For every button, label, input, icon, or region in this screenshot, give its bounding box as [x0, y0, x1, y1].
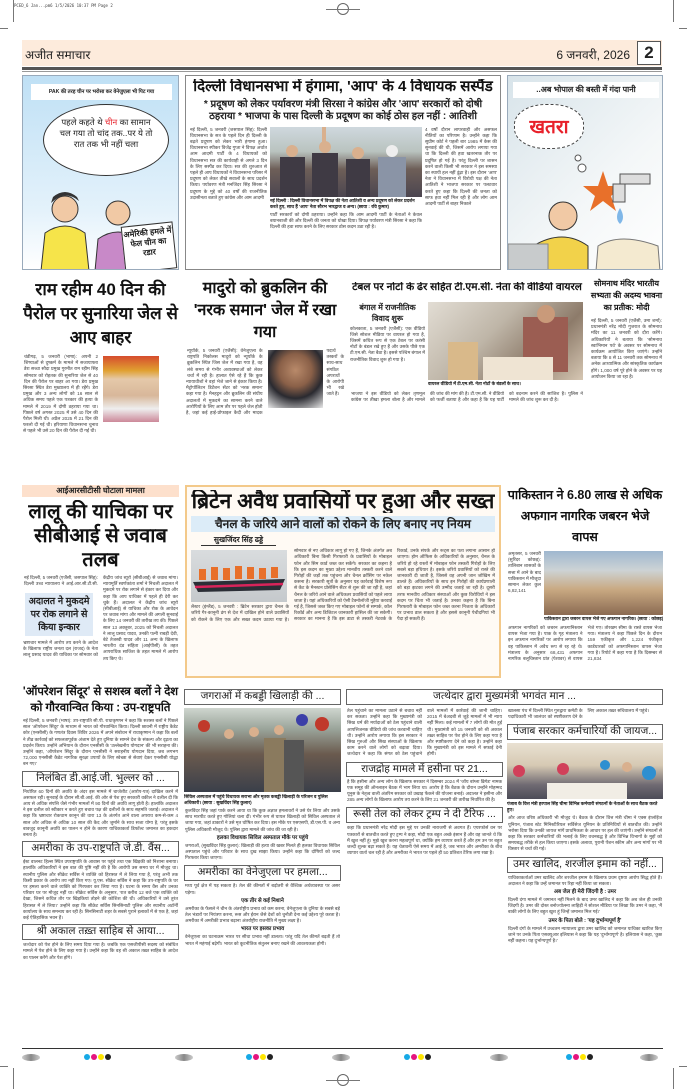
- maduro-body: न्यूयॉर्क, 5 जनवरी (एजैंसी): वेनेजुएला के राष्ट्रपति निकोलस मादुरो को न्यूयॉर्क के ब्रुकलिन स्थित जिस जेल में रखा गया है, वह लंबे समय से गंभीर अव्यवस्थाओं को लेकर चर्चा में रही है। हालात ऐसे रहे हैं कि कुछ न्यायाधीशों ने वहां भेजे जाने से इंकार किया है। मैट्रोपॉलिटन डिटेंशन सेंटर को 'नरक समान' कहा गया है। मैनहट्टन और ब्रुकलिन की संघीय अदालतों में मुकदमे का सामना करने वाले आरोपियों के लिए आम तौर पर पहले जेल होती है, जहां कई हाई-प्रोफाइल कैदी और मादक पदार्थ तस्करों के साथ-साथ संगठित अपराधों के आरोपी भी रखे जाते हैं।: [186, 348, 344, 416]
- tmc-video-photo: [428, 302, 583, 380]
- lalu-highlight-box: अदालत ने मुकदमे पर रोक लगाने से किया इन्कार: [23, 591, 95, 638]
- header-rule: [22, 71, 662, 72]
- venezuela-subhead: भारत पर इसका प्रभाव: [240, 926, 285, 933]
- migrant-boat-photo: [191, 550, 287, 602]
- lalu-story: [22, 485, 179, 677]
- crop-mark: [673, 0, 674, 22]
- trump-tariff-headline: रूसी तेल को लेकर ट्रम्प ने दी टैरिफ ...: [346, 807, 503, 823]
- tmc-video-story: [350, 276, 584, 480]
- gray-bar-mark: [175, 1054, 193, 1061]
- color-registration-strip: [0, 1052, 687, 1064]
- bubble-text: का सामान चल गया तो चांद तक..पर ये तो रात तक भी नहीं चला: [59, 117, 153, 149]
- afghan-refugees-photo: [544, 551, 663, 615]
- lead-body: 4 वर्षों दौरान लापरवाही और असफल नीतियों का परिणाम है। उन्होंने कहा कि सुप्रीम कोर्ट ने पहली बार 1985 में केस की सुनवाई की थी, जिसमें आरोप लगाया गया था कि दिल्ली की हवा खतरनाक तौर पर प्रदूषित हो गई है। परंतु दिल्ली पर शासन करने वाली किसी भी सरकार ने इस समस्या का स्थायी हल नहीं ढूंढ़ा है। इस दौरान 'आप' नेता ने विधानसभा में विरोधी पक्ष की नेता आतिशी ने भाजपा सरकार पर पलटवार करते हुए कहा कि दिल्ली की जनता को साफ हवा नहीं मिल रही है और लोग आम आदमी पार्टी से बाहर निकाले: [425, 126, 497, 206]
- jathedar-body: खालसा पंथ में दिल्ली स्थित गुरुद्वारा कमेटी के पदाधिकारी भी जालंधर को स्पष्टीकरण देने के लिए अकाल तख़्त सचिवालय में पहुंचे।: [508, 708, 650, 720]
- maduro-story: [185, 276, 345, 480]
- crop-mark: [13, 1068, 14, 1089]
- pakistan-story: [507, 485, 663, 677]
- ram-rahim-body: चंडीगढ़, 5 जनवरी (भाषा): अपनी 2 शिष्याओं से दुष्कर्म के मामले में सजायाफ्ता डेरा सच्चा सौदा प्रमुख गुरमीत राम रहीम सिंह सोमवार को रोहतक की सुनारिया जेल से 40 दिन की पैरोल पर बाहर आ गया। डेरा प्रमुख सिरसा स्थित डेरा मुख्यालय में ही रहेंगे। डेरा प्रमुख और 3 अन्य लोगों को 16 साल से अधिक समय पहले एक पत्रकार की हत्या के मामले में 2019 में दोषी ठहराया गया था। पिछले वर्ष अगस्त 2025 में उसे 40 दिन की पैरोल मिली थी। अप्रैल 2025 में 21 दिन की फरलो दी गई थी। हरियाणा विधानसभा चुनाव से पहले भी उसे 20 दिन की पैरोल दी गई थी।: [23, 354, 98, 434]
- pakistan-headline: पाकिस्तान ने 6.80 लाख से अधिक अफगान नागरिक जबरन भेजे वापस: [507, 488, 663, 544]
- britain-body-area: [191, 548, 495, 673]
- crop-mark: [679, 28, 687, 29]
- page-header: [22, 40, 662, 66]
- venezuela-body: अमरीका के फैसले ने चीन के अंतर्राष्ट्रीय प्रभाव को कम करना, वेनेजुएला के दुनिया के सबसे बड़े तेल भंडारों पर नियंत्रण करना, रूस और ईरान जैसे देशों को चुनौती देना कई उद्देश्य पूरे करता है। अमरीका में अमरीकी प्रभाव बढ़ाना अंतर्राष्ट्रीय राजनीति में मुख्य लक्ष्य है।: [185, 905, 340, 924]
- britain-body: लैस्टर (इंग्लैंड), 5 जनवरी : ब्रिटेन सरकार द्वारा चैनल के जरिये गैर-कानूनी ढंग से देश में दाखिल होने वाले प्रवासियों को रोकने के लिए एक और सख्त कदम उठाया गया है। सोमवार से नए अधिकार लागू हो गए हैं, जिनके अंतर्गत अब अधिकारी बिना किसी गिरफ्तारी के प्रवासियों के मोबाइल फोन और सिम कार्ड जब्त कर सकेंगे। सरकार का कहना है कि इस कदम का मुख्य उद्देश्य मानवीय तस्करी करने वाले गिरोहों की जड़ों तक पहुंचना और चैनल क्रॉसिंग पर नकेल कसना है। सरकारी सूत्रों के अनुसार यह कार्रवाई विशेष रूप से केंट के मैनस्टन प्रोसेसिंग सैंटर से शुरू की जा रही है, जहां चैनल के जरिये आने वाले अधिकतर प्रवासियों को पहले लाया जाता है। यहां अधिकारियों को ऐसी टैक्नोलॉजी मुहैया करवाई गई है, जिससे जब्त किए गए मोबाइल फोनों से सम्पर्क, कॉल रिकॉर्ड और अन्य डिजिटल जानकारी हासिल की जा सकेगी। सरकार का मानना है कि इस डाटा से तस्करी नेटवर्क के रिकार्ड, उनके संपर्क और रूट्स का पता लगाना आसान हो जाएगा। होम ऑफिस के अधिकारियों के अनुसार, चैनल के जरिये हो रहे रास्तों में मोबाइल फोन तस्करी गिरोहों के लिए सबसे बड़ा हथियार है। इसके जरिये प्रवासियों को रास्ते की जानकारी दी जाती है, जिससे वह अपनी जान जोखिम में डालते हैं। अधिकारियों के साथ इन गिरोहों की कार्यप्रणाली को बड़ा झटका लगने की उम्मीद जताई जा रही है। दूसरी तरफ मानवीय अधिकार संस्थाओं और कुछ विरोधियों ने इस कदम पर चिंता भी जताई है। उनका कहना है कि बिना गिरफ्तारी के मोबाइल फोन जब्त करना निजता के अधिकारों पर प्रभाव डाल सकता है और इससे कानूनी पेचीदगियां भी पैदा हो सकती हैं।: [191, 548, 495, 622]
- pakistan-photo-caption: पाकिस्तान द्वारा जबरन वापस भेजे गए अफगान नागरिक। (छाया : कोछड़): [544, 616, 663, 621]
- gray-bar-mark: [640, 1054, 658, 1061]
- venezuela-headline: अमरीका का वेनेजुएला पर हमला...: [184, 865, 341, 881]
- jathedar-headline: जत्थेदार द्वारा मुख्यमंत्री भगवंत मान ...: [346, 689, 663, 705]
- gray-bar-mark: [332, 1054, 350, 1061]
- umar-khalid-body: दिल्ली दंगा मामले में जमानत नहीं मिलने के बाद उमर खालिद ने कहा कि अब जेल ही उनकी जिंदगी है। उमर की दोस्त बनोज्योत्स्ना लाहिड़ी ने सोशल मीडिया पर लिखा कि उमर ने कहा, 'मैं बाकी लोगों के लिए बहुत खुश हूं जिन्हें जमानत मिल गई।': [508, 897, 662, 915]
- protest-photo: [270, 127, 422, 197]
- issue-date: 6 जनवरी, 2026: [556, 48, 630, 62]
- jathedar-body: तेल पहुंचाने का मामला उठाने से बचाव नहीं कर सकता। उन्होंने कहा कि मुख्यमंत्री को सिख धर्म की मर्यादाओं को ठेस पहुंचाने वाली आपत्तिजनक वीडियो की जांच करवानी चाहिए थी। उन्होंने आरोप लगाया कि इस सरकार ने सिख गुरुओं और सिख संस्थाओं के खिलाफ काम करने वाले लोगों को बढ़ावा दिया। जत्थेदार ने कहा कि संगत को ठेस पहुंचाने वाले मामलों में कार्रवाई की जानी चाहिए। 2015 में बेअदबी से जुड़े मामलों में भी न्याय नहीं मिला। कई मामलों में 7 लोगों की मौत हुई थी। मुख्यमंत्री को 15 जनवरी को श्री अकाल तख़्त साहिब पर पेश होने के लिए कहा गया है और स्पष्टीकरण देने को कहा है। उन्होंने कहा कि मुख्यमंत्री को इस मामले में सफाई देनी होगी।: [347, 708, 502, 757]
- footer-rule: [22, 1048, 663, 1049]
- cartoon-sign: अमेरिकी हमले में फेल चीन का रडार: [121, 221, 178, 270]
- bubble-text: पहले कहते थे: [61, 117, 103, 127]
- cartoon-caption: PAK की तरह चीन पर भरोसा कर वेनेजुएला भी पिट गया: [31, 84, 172, 100]
- umar-khalid-body: याचिकाकर्ताओं उमर खालिद और शरजील इमाम के खिलाफ प्रथम दृष्टया आरोप सिद्ध होते हैं। अदालत ने कहा कि उन्हें जमानत पर रिहा नहीं किया जा सकता।: [508, 874, 662, 886]
- punjab-body: और आज वरिष्ठ अधिकारी भी मौजूद थे। बैठक के दौरान वित्त मंत्री चीमा ने एक्स इंप्लॉईज यूनियन, पंजाब स्टेट मिनिस्टीरियल सर्विसेज यूनियन के प्रतिनिधियों से बातचीत की। उन्होंने भरोसा दिया कि उनकी जायज मांगें प्राथमिकता के आधार पर हल की जाएंगी। उन्होंने संगठनों से कहा कि सरकार कर्मचारियों की भलाई के लिए वचनबद्ध है और विभिन्न विभागों के मुद्दों को समयबद्ध तरीके से हल किया जाएगा। इसके अलावा, पुरानी पेंशन स्कीम और अन्य मांगों पर भी विस्तार से चर्चा की गई।: [508, 815, 662, 852]
- gray-bar-mark: [22, 1054, 40, 1061]
- hasina-headline: राजद्रोह मामले में हसीना पर 21...: [346, 762, 503, 777]
- punjab-photo-caption: पंजाब के वित्त मंत्री हरपाल सिंह चीमा विभिन्न कर्मचारी संगठनों के नेताओं के साथ बैठक करते हुए।: [507, 801, 658, 813]
- maduro-body-area: [185, 348, 345, 480]
- crop-mark: [0, 28, 8, 29]
- lead-story: [185, 75, 501, 270]
- lalu-headline: लालू की याचिका पर सीबीआई से जवाब तलब: [28, 501, 173, 571]
- bottom-middle-column: [184, 684, 341, 1046]
- vance-body: ईस्ट वालनट हिल्स स्थित उपराष्ट्रपति के आवास पर पहुंचे तथा एक खिड़की को निशाना बनाया। हालांकि अधिकारियों ने इस बात की पुष्टि नहीं की है कि आरोपी उस समय घर में मौजूद था। स्थानीय पुलिस और सीक्रेट सर्विस ने व्यक्ति को हिरासत में ले लिया गया है, परंतु अभी तक किसी प्रकार के आरोप तय नहीं किए गए। यू.एस. सीक्रेट सर्विस ने कहा कि उप-राष्ट्रपति के घर पर हमला करने वाले व्यक्ति को गिरफ्तार कर लिया गया है। घटना के समय वैंस और उनका परिवार घर पर मौजूद नहीं था। सीक्रेट सर्विस के अनुसार, 'रात करीब 12 बजे एक व्यक्ति को देखा, जिसने कथित तौर पर खिड़कियां तोड़ने की कोशिश की थी। अधिकारियों ने उसे तुरंत हिरासत में ले लिया।' उन्होंने कहा कि सीक्रेट सर्विस सिनसिनाटी पुलिस और स्थानीय अटॉर्नी कार्यालय के साथ समन्वय कर रही है। सिनसिनाटी शहर के सबसे पुराने इलाकों में से एक है, जहां कई ऐतिहासिक भवन हैं।: [23, 859, 178, 921]
- tmc-subhead: बंगाल में राजनीतिक विवाद शुरू: [359, 302, 416, 323]
- vance-headline: अमरीका के उप-राष्ट्रपति जे.डी. वैंस...: [22, 841, 179, 857]
- punjab-employees-headline: पंजाब सरकार कर्मचारियों की जायज...: [507, 724, 663, 740]
- punjab-meeting-photo: [507, 743, 663, 799]
- bhullar-headline: निलंबित डी.आई.जी. भुल्लर को ...: [22, 771, 179, 787]
- somnath-story: [590, 276, 663, 480]
- britain-byline: सुखजिंदर सिंह ढड्डे: [201, 535, 276, 546]
- somnath-headline: सोमनाथ मंदिर भारतीय सभ्यता की अदम्य भावना का प्रतीक: मोदी: [590, 279, 663, 312]
- venezuela-body: मध्य पूर्व क्षेत्र में पड़ सकता है। तेल की कीमतों में बढ़ोतरी से वैश्विक अर्थव्यवस्था पर असर पड़ेगा।: [185, 883, 340, 895]
- crop-mark: [13, 0, 14, 22]
- venezuela-body: वेनेजुएला का घटनाक्रम भारत पर सीधा प्रभाव नहीं डालता। परंतु यदि तेल कीमतें बढ़ती हैं तो भारत में महंगाई बढ़ेगी। भारत को कूटनीतिक संतुलन बनाए रखने की आवश्यकता होगी।: [185, 934, 340, 946]
- cartoon-caption: ..अब भोपाल की बस्ती में गंदा पानी: [513, 82, 659, 98]
- header-rule: [22, 67, 662, 70]
- maduro-photo: [268, 350, 323, 408]
- tmc-headline: टेबल पर नोटों के ढेर सहित टी.एम.सी. नेता की वीडियो वायरल: [352, 282, 582, 293]
- ram-rahim-story: [22, 276, 179, 480]
- newspaper-name: अजीत समाचार: [25, 48, 91, 62]
- jagraon-photo-caption: सिविल अस्पताल में पहुंचे विधायक सराभा और मृतक कबड्डी खिलाड़ी के परिजन व पुलिस अधिकारी। (छाया : सुखविंदर सिंह कुलार): [184, 794, 328, 805]
- lead-photo-caption: नई दिल्ली : दिल्ली विधानसभा में विपक्ष की नेता आतिशी व अन्य प्रदूषण को लेकर प्रदर्शन करते हुए, साथ हैं 'आप' नेता सौरभ भारद्वाज व अन्य। (छाया : रवि कुमार): [270, 197, 415, 209]
- bubble-highlight: चीन: [104, 117, 118, 127]
- jagraon-subhead: हलका विधायक सिविल अस्पताल मौके पर पहुंचे: [216, 834, 309, 841]
- britain-subhead: चैनल के जरिये आने वालों को रोकने के लिए बनाए नए नियम: [191, 516, 495, 532]
- tmc-body: कोलकाता, 5 जनवरी (एजैंसी): एक वीडियो जिसे सोशल मीडिया पर वायरल हो गया है, जिसमें कथित रूप से एक टेबल पर करंसी नोटों के बंडल रखे हुए हैं और उसके पीछे एक टी.एम.सी. नेता बैठा है। इससे पश्चिम बंगाल में राजनीतिक विवाद शुरू हो गया है।: [350, 325, 425, 362]
- ram-rahim-body-area: [22, 354, 179, 480]
- lead-headline: दिल्ली विधानसभा में हंगामा, 'आप' के 4 विधायक सस्पैंड: [193, 79, 493, 95]
- pakistan-body: अमृतसर, 5 जनवरी (सुरिंदर कोछड़): तालिबान शासकों के सत्ता में आने के बाद पाकिस्तान में मौजूदा सामान लेकर कुल 6,82,141: [508, 551, 541, 594]
- tmc-body: भाजपा ने इस वीडियो को लेकर तृणमूल कांग्रेस पर तीखा हमला बोला है और मामले की जांच की मांग की है। टी.एम.सी. ने वीडियो को फर्जी बताया है और कहा है कि यह पार्टी को बदनाम करने की साजिश है। पुलिस ने मामले की जांच शुरू कर दी है।: [351, 390, 583, 402]
- umar-khalid-subhead: उमर के पिता बोले : 'यह दुर्भाग्यपूर्ण है': [548, 917, 622, 924]
- tmc-top-row: [350, 302, 584, 388]
- pakistan-body: अफगान नागरिकों को जबरन अफगानिस्तान वापस भेजा गया है। पाक के गृह मंत्रालय ने इन अफगान नागरिकों पर आरोप लगाया कि वह पाकिस्तान में अवैध रूप से रह रहे थे। मंत्रालय के अनुसार 68,431 अफगान नागरिक बलूचिस्तान प्रांत (पेशावर) से वापस भेजे गए। तोरखम सीमा के रास्ते वापस भेजा गया। मंत्रालय ने कहा पिछले दिन के दौरान 159 एकीकृत और 1,224 पंजीकृत कार्डधारकों को अफगानिस्तान वापस भेजा गया है। रिपोर्ट में कहा गया है कि दिसम्बर से 21,834: [508, 625, 662, 662]
- crop-mark: [326, 1080, 360, 1081]
- maduro-headline: मादुरो को ब्रुकलिन की 'नरक समान' जेल में रखा गया: [193, 280, 337, 341]
- trump-tariff-body: कहा कि प्रधानमंत्री नरेंद्र मोदी इस मुद्दे पर उनकी नाराजगी से अवगत हैं। एयरफोर्स वन पर पत्रकारों से बातचीत करते हुए ट्रम्प ने कहा, मोदी एक बहुत अच्छे इंसान हैं और वह जानते थे कि मैं खुश नहीं हूं। मुझे खुश करना महत्वपूर्ण था, क्योंकि हम व्यापार करते हैं और हम उन पर बहुत जल्दी शुल्क बढ़ा सकते हैं। यह चेतावनी ऐसे समय में आई है, जब भारत और अमरीका के बीच व्यापार वार्ता चल रही है और अमरीका ने भारत पर पहले ही 50 प्रतिशत टैरिफ लगा रखा है।: [347, 825, 502, 856]
- crop-mark: [679, 1066, 687, 1067]
- umar-khalid-headline: उमर खालिद, शरजील इमाम को नहीं...: [507, 857, 663, 873]
- gray-bar-mark: [490, 1054, 508, 1061]
- print-slug: PCED_6 Jan...pm6 1/5/2026 10:37 PM Page 2: [14, 3, 113, 8]
- ram-rahim-headline: राम रहीम 40 दिन की पैरोल पर सुनारिया जेल से आए बाहर: [23, 280, 178, 347]
- crop-mark: [0, 1066, 8, 1067]
- tmc-photo-block: [428, 302, 583, 388]
- akal-takht-body: जत्थेदार को पेश होने के लिए समय दिया गया है। जबकि एक एसजीपीसी सदस्य को संबंधित मामले में पेश होने के लिए कहा गया है। उन्होंने कहा कि वह श्री अकाल तख़्त साहिब के आदेश का पालन करेंगे और पेश होंगे।: [23, 942, 178, 960]
- venezuela-subhead: एक तीर से कई निशाने: [241, 897, 284, 904]
- pakistan-photo-block: [544, 551, 663, 623]
- lead-subhead: * प्रदूषण को लेकर पर्यावरण मंत्री सिरसा ने कांग्रेस और 'आप' सरकारों को दोषी ठहराया * भाजपा के पास दिल्ली के प्रदूषण का कोई ठोस हल नहीं : आतिशी: [203, 98, 483, 122]
- jagraon-headline: जगराओं में कबड्डी खिलाड़ी की ...: [184, 689, 341, 705]
- britain-headline: ब्रिटेन अवैध प्रवासियों पर हुआ और सख्त: [191, 490, 495, 513]
- lead-photo-block: [270, 127, 422, 210]
- umar-khalid-subhead: अब जेल ही मेरी जिंदगी है : उमर: [553, 889, 617, 896]
- bottom-right-left-stack: [346, 708, 503, 1046]
- bottom-right-right-stack: [507, 708, 663, 1046]
- sindoor-body: नई दिल्ली, 5 जनवरी (भाषा): उप-राष्ट्रपति सी.पी. राधाकृष्णन ने कहा कि सशस्त्र बलों ने पिछले साल 'ऑपरेशन सिंदूर' के माध्यम से भारत को गौरवान्वित किया। दिल्ली छावनी में राष्ट्रीय कैडेट कोर (एनसीसी) के गणतंत्र दिवस शिविर 2026 में अपने संबोधन में राधाकृष्णन ने कहा कि बलों ने तीव्र कार्रवाई को सफलतापूर्वक अंजाम देते हुए दुनिया के सामने देश के संकल्प और दृढ़ता का प्रदर्शन किया। उन्होंने अभियान के दौरान एनसीसी के 'उल्लेखनीय योगदान' की भी सराहना की। उन्होंने कहा, 'ऑपरेशन सिंदूर के दौरान एनसीसी ने सराहनीय योगदान दिया, जब लगभग 72,000 एनसीसी कैडेट नागरिक सुरक्षा उपायों के लिए स्वेच्छा से सेवाएं देकर एनसीसी योद्धा बन गए।': [23, 718, 178, 767]
- lead-columns: [190, 127, 496, 267]
- lalu-tag: आईआरसीटीसी घोटाला मामला: [22, 485, 179, 497]
- crop-mark: [673, 1068, 674, 1089]
- lalu-body: नई दिल्ली, 5 जनवरी (एजैंसी, जसपाल सिंह): दिल्ली उच्च न्यायालय ने आई.आर.सी.टी.सी. भ्रष्टाचार मामले में आरोप तय करने के आदेश के खिलाफ राष्ट्रीय जनता दल (राजद) के नेता लालू प्रसाद यादव की याचिका पर सोमवार को केंद्रीय जांच ब्यूरो (सीबीआई) से जवाब मांगा। न्यायमूर्ति स्वर्णकांता शर्मा ने निचली अदालत में मुकदमे पर रोक लगाने से इंकार कर दिया और कहा कि आप याचिका में पहले ही देरी कर चुके हैं। अदालत ने केंद्रीय जांच ब्यूरो (सीबीआई) से याचिका और रोक के आवेदन पर जवाब मांगा और मामले की अगली सुनवाई के लिए 14 जनवरी की तारीख तय की। पिछले साल 13 अक्तूबर, 2025 को निचली अदालत ने लालू प्रसाद यादव, उनकी पत्नी राबड़ी देवी, बेटे तेजस्वी यादव और 11 अन्य के खिलाफ भारतीय दंड संहिता (आईपीसी) के तहत आपराधिक साजिश के तहत मामले में आरोप तय किए थे।: [23, 575, 178, 661]
- cartoon-left: [22, 75, 179, 270]
- akal-takht-headline: श्री अकाल तख़्त साहिब से आया...: [22, 924, 179, 940]
- jagraon-body: कुलविंदर सिंह जहां पार्क करने आया था कि कुछ अज्ञात हमलावरों ने उसे घेर लिया और उसके साथ मारपीट करते हुए गोलियां चला दीं। गंभीर रूप से घायल खिलाड़ी को सिविल अस्पताल ले जाया गया, जहां डाक्टरों ने उसे मृत घोषित कर दिया। इस मौके पर एसएसपी, डी.एस.पी. व अन्य पुलिस अधिकारी मौजूद थे। पुलिस द्वारा मामले की जांच की जा रही है।: [185, 808, 340, 832]
- cartoon-right: [507, 75, 663, 270]
- umar-khalid-body: दिल्ली दंगों के मामले में उच्चतम न्यायालय द्वारा उमर खालिद को जमानत याचिका खारिज किए जाने पर उनके पिता एसक्यूआर इलियास ने कहा कि यह 'दुर्भाग्यपूर्ण' है। इलियास ने कहा, 'कुछ नहीं कहना। यह दुर्भाग्यपूर्ण है।': [508, 925, 662, 944]
- kabaddi-hospital-photo: [184, 708, 341, 792]
- lead-body: पार्टी सरकारों को दोषी ठहराया। उन्होंने कहा कि आम आदमी पार्टी के नेताओं ने केवल बयानबाजी की और दिल्ली की जनता को धोखा दिया। विपक्ष पर्यावरण मंत्री सिरसा ने कहा कि दिल्ली की हवा साफ करने के लिए सरकार ठोस कदम उठा रही है।: [270, 211, 422, 229]
- lalu-body-area: [22, 575, 179, 677]
- hasina-body: है कि हसीना और अन्य लोग के खिलाफ सरकार ने दिसम्बर 2024 में 'जॉय बांग्ला ब्रिगेड' नामक एक समूह की ऑनलाइन बैठक में भाग लिया था। आरोप है कि बैठक के दौरान उन्होंने मोहम्मद यूनुस के नेतृत्व वाली अंतरिम सरकार को उखाड़ फेंकने की योजना बनाई। अदालत ने हसीना और 285 अन्य लोगों के खिलाफ आरोप तय करने के लिए 21 जनवरी की तारीख निर्धारित की है।: [347, 778, 502, 803]
- ram-rahim-photo: [103, 356, 159, 422]
- bhullar-body: निर्धारित 60 दिनों की अवधि के अंदर इस मामले में चार्जशीट (आरोप-पत्र) दाखिल करने में असफल रही। सुनवाई के दौरान सी.बी.आई. की ओर से पेश हुए सरकारी वकील ने दलील दी कि आय से अधिक संपत्ति जैसे गंभीर मामलों में 90 दिनों की अवधि लागू होती है। हालांकि अदालत ने इस दलील को स्वीकार न करते हुए बचाव पक्ष की दलीलों के साथ सहमति जताई। अदालत ने कहा कि भ्रष्टाचार रोकथाम कानून की धारा 13 के अंतर्गत आने वाला अपराध कम-से-कम 4 साल और अधिक से अधिक 10 साल की कैद और जुर्माने के साथ सजा योग्य है, परंतु इसके बावजूद कानूनी अवधि का पालन न होने के कारण याचिकाकर्ता डिफॉल्ट जमानत का हकदार बनता है।: [23, 788, 178, 838]
- jagraon-body: जगराओं, (सुखविंदर सिंह कुलार): खिलाड़ी की हत्या की खबर मिलते ही हलका विधायक सिविल अस्पताल पहुंचे और परिवार के साथ दुख साझा किया। उन्होंने कहा कि दोषियों को जल्द गिरफ्तार किया जाएगा।: [185, 842, 340, 861]
- tmc-photo-caption: वायरल वीडियो में टी.एम.सी. नेता नोटों के बंडलों के साथ।: [428, 380, 521, 386]
- britain-story: [185, 485, 501, 678]
- tmc-left-column: [350, 302, 425, 388]
- crop-mark: [326, 9, 360, 10]
- thought-bubble: खतरा: [514, 104, 584, 149]
- page-number: 2: [637, 41, 661, 65]
- lead-body: नई दिल्ली, 5 जनवरी (जसपाल सिंह): दिल्ली विधानसभा के सत्र के पहले दिन ही दिल्ली के बढ़ते प्रदूषण को लेकर भारी हंगामा हुआ। विधानसभा स्पीकर विजेंद्र गुप्ता ने विपक्ष अर्थात आम आदमी पार्टी के 4 विधायकों को विधानसभा सत्र की कार्यवाही से अगले 3 दिन के लिए सस्पैंड कर दिया। सत्र की शुरुआत से पहले ही आप विधायकों ने विधानसभा परिसर में प्रदूषण को लेकर तीखे सवालों के साथ प्रदर्शन किया। पर्यावरण मंत्री मनजिंदर सिंह सिरसा ने प्रदूषण के मुद्दे को 40 वर्षों की राजनीतिक उदासीनता बताते हुए कांग्रेस और आम आदमी: [190, 126, 267, 200]
- sindoor-headline: 'ऑपरेशन सिंदूर' से सशस्त्र बलों ने देश को गौरवान्वित किया : उप-राष्ट्रपति: [22, 686, 179, 714]
- speech-bubble: [43, 104, 169, 176]
- somnath-body: नई दिल्ली, 5 जनवरी (एजैंसी, उमा शर्मा): प्रधानमंत्री नरेंद्र मोदी गुजरात के सोमनाथ मंदिर का 11 जनवरी को दौरा करेंगे। अधिकारियों ने बताया कि 'सोमनाथ स्वाभिमान पर्व' के अवसर पर सोमनाथ में कार्यक्रम आयोजित किए जाएंगे। उन्होंने बताया कि 8 से 11 जनवरी तक सोमनाथ में अनेक आध्यात्मिक और सांस्कृतिक कार्यक्रम होंगे। 1,000 वर्ष पूरे होने के अवसर पर यह आयोजन किया जा रहा है।: [591, 318, 662, 379]
- bottom-left-column: [22, 684, 179, 1046]
- cartoon-tap-pot-illustration: [508, 152, 663, 270]
- pakistan-top-row: [507, 551, 663, 623]
